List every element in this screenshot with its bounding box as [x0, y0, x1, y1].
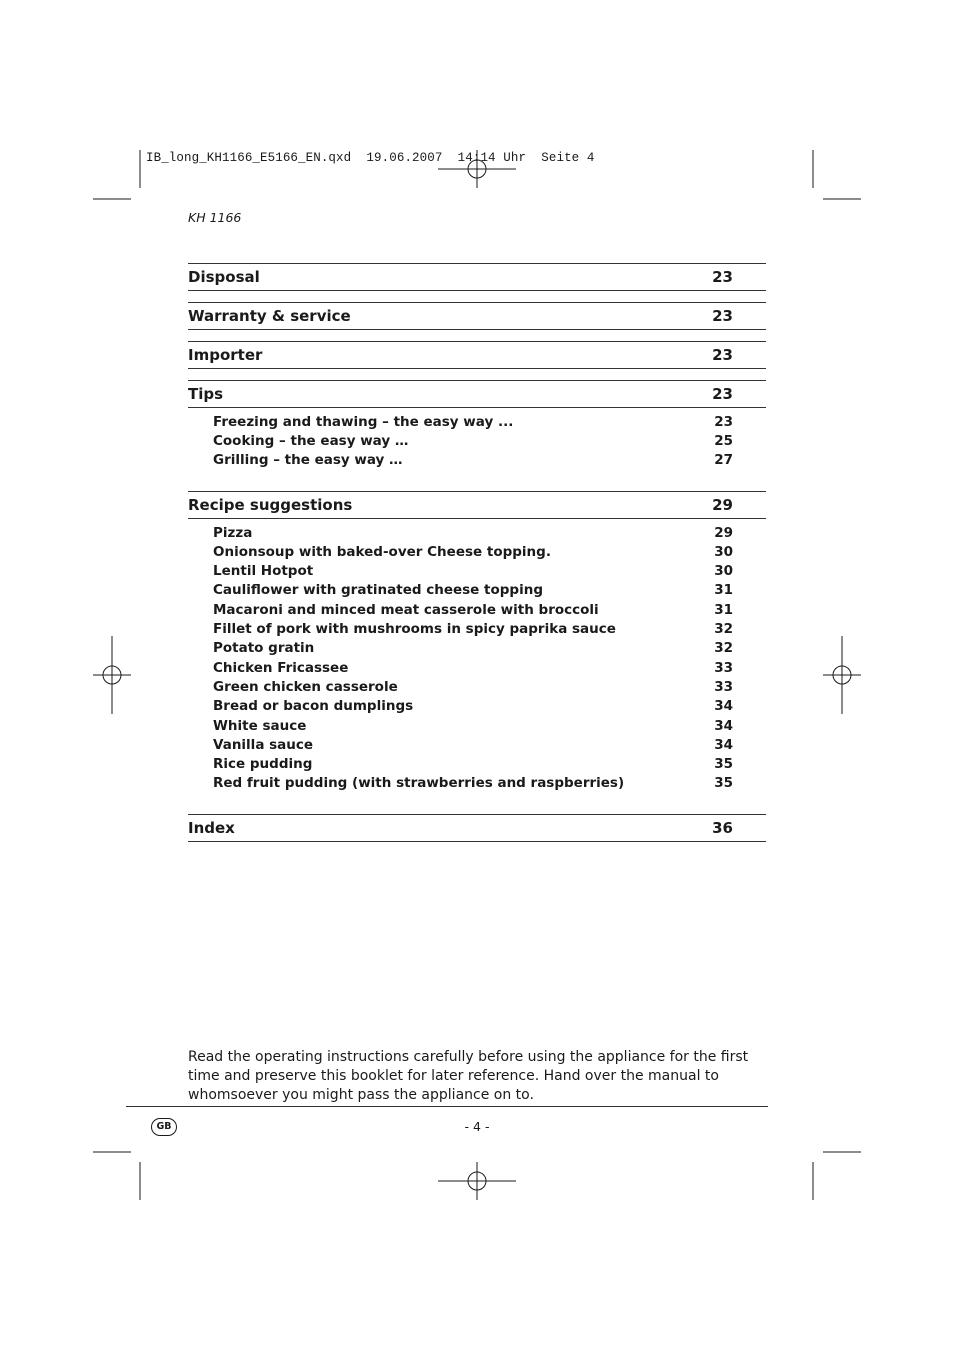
- toc-subentry-title: Macaroni and minced meat casserole with broccoli: [213, 601, 599, 618]
- footer-divider: [126, 1106, 768, 1107]
- toc-subentry-page: 34: [714, 736, 733, 753]
- toc-subentry-page: 32: [714, 640, 733, 657]
- toc-subentry-title: Bread or bacon dumplings: [213, 698, 414, 715]
- toc-section-page: 23: [712, 385, 733, 403]
- toc-subentry-title: Vanilla sauce: [213, 736, 314, 753]
- toc-section-heading[interactable]: [188, 381, 766, 408]
- toc-subentry-page: 31: [714, 601, 733, 618]
- toc-subentry[interactable]: [188, 600, 766, 619]
- toc-section: [188, 302, 766, 330]
- toc-section: [188, 814, 766, 842]
- toc-section-title: Warranty & service: [188, 307, 351, 325]
- toc-subentry[interactable]: [188, 735, 766, 754]
- toc-subentry[interactable]: [188, 412, 766, 431]
- toc-subentry-title: Pizza: [213, 524, 253, 541]
- toc-subentry[interactable]: [188, 754, 766, 773]
- toc-subentry-title: Onionsoup with baked-over Cheese topping.: [213, 543, 551, 560]
- toc-subentry[interactable]: [188, 542, 766, 561]
- toc-subentry-page: 30: [714, 543, 733, 560]
- language-badge: GB: [151, 1118, 177, 1136]
- section-spacer: [188, 803, 766, 814]
- toc-section: [188, 380, 766, 480]
- toc-section-page: 23: [712, 268, 733, 286]
- toc-section-title: Recipe suggestions: [188, 495, 353, 514]
- toc-subentry[interactable]: [188, 561, 766, 580]
- toc-subentry-page: 33: [714, 678, 733, 695]
- toc-subentry-page: 23: [714, 413, 733, 430]
- table-of-contents: [188, 263, 766, 842]
- toc-subentry[interactable]: [188, 716, 766, 735]
- toc-section-heading[interactable]: [188, 303, 766, 330]
- toc-subentry-title: Grilling – the easy way …: [213, 452, 403, 469]
- toc-subentry-title: Fillet of pork with mushrooms in spicy paprika sauce: [213, 621, 616, 638]
- toc-subentry-title: Rice pudding: [213, 756, 313, 773]
- toc-section-title: Index: [188, 819, 235, 838]
- toc-section-page: 23: [712, 346, 733, 364]
- section-spacer: [188, 291, 766, 302]
- toc-section: [188, 263, 766, 291]
- toc-subentry[interactable]: [188, 581, 766, 600]
- print-slug-line: IB_long_KH1166_E5166_EN.qxd 19.06.2007 14:14 Uhr Seite 4: [146, 151, 595, 165]
- section-spacer: [188, 330, 766, 341]
- toc-subentry[interactable]: [188, 658, 766, 677]
- toc-subentry-list: [188, 408, 766, 480]
- toc-section-heading[interactable]: [188, 492, 766, 519]
- toc-subentry-page: 29: [714, 524, 733, 541]
- toc-subentry-page: 30: [714, 563, 733, 580]
- toc-subentry-title: Potato gratin: [213, 640, 315, 657]
- toc-subentry[interactable]: [188, 451, 766, 470]
- toc-section-page: 29: [712, 495, 733, 514]
- toc-subentry[interactable]: [188, 619, 766, 638]
- toc-subentry[interactable]: [188, 677, 766, 696]
- toc-subentry-title: Red fruit pudding (with strawberries and raspberries): [213, 775, 625, 792]
- toc-subentry-title: Green chicken casserole: [213, 678, 398, 695]
- toc-subentry[interactable]: [188, 431, 766, 450]
- toc-section-heading[interactable]: [188, 264, 766, 291]
- toc-subentry[interactable]: [188, 523, 766, 542]
- toc-subentry-title: Cauliflower with gratinated cheese topping: [213, 582, 543, 599]
- toc-subentry-title: White sauce: [213, 717, 307, 734]
- toc-subentry-page: 35: [714, 756, 733, 773]
- toc-subentry-page: 31: [714, 582, 733, 599]
- toc-subentry-title: Freezing and thawing – the easy way ...: [213, 413, 514, 430]
- operating-instructions-note: Read the operating instructions carefully before using the appliance for the first time and preserve this booklet for later reference. Hand over the manual to whomsoever you might pass the appliance on to.: [188, 1049, 749, 1103]
- toc-subentry-title: Chicken Fricassee: [213, 659, 349, 676]
- section-spacer: [188, 480, 766, 491]
- model-number: KH 1166: [188, 210, 242, 225]
- toc-section: [188, 491, 766, 803]
- toc-subentry-list: [188, 519, 766, 803]
- toc-subentry-page: 32: [714, 621, 733, 638]
- toc-section-title: Tips: [188, 385, 224, 403]
- toc-subentry-page: 25: [714, 432, 733, 449]
- toc-subentry-page: 34: [714, 717, 733, 734]
- toc-subentry[interactable]: [188, 774, 766, 793]
- toc-section-page: 23: [712, 307, 733, 325]
- toc-subentry-page: 33: [714, 659, 733, 676]
- toc-section-heading[interactable]: [188, 342, 766, 369]
- toc-section-heading[interactable]: [188, 815, 766, 842]
- toc-subentry-page: 34: [714, 698, 733, 715]
- toc-subentry-title: Lentil Hotpot: [213, 563, 314, 580]
- toc-subentry[interactable]: [188, 697, 766, 716]
- section-spacer: [188, 369, 766, 380]
- page-number: - 4 -: [464, 1119, 490, 1134]
- toc-subentry-title: Cooking – the easy way …: [213, 432, 409, 449]
- toc-section-title: Importer: [188, 346, 263, 364]
- toc-section: [188, 341, 766, 369]
- toc-subentry-page: 35: [714, 775, 733, 792]
- toc-section-page: 36: [712, 819, 733, 838]
- toc-subentry[interactable]: [188, 639, 766, 658]
- toc-section-title: Disposal: [188, 268, 260, 286]
- toc-subentry-page: 27: [714, 452, 733, 469]
